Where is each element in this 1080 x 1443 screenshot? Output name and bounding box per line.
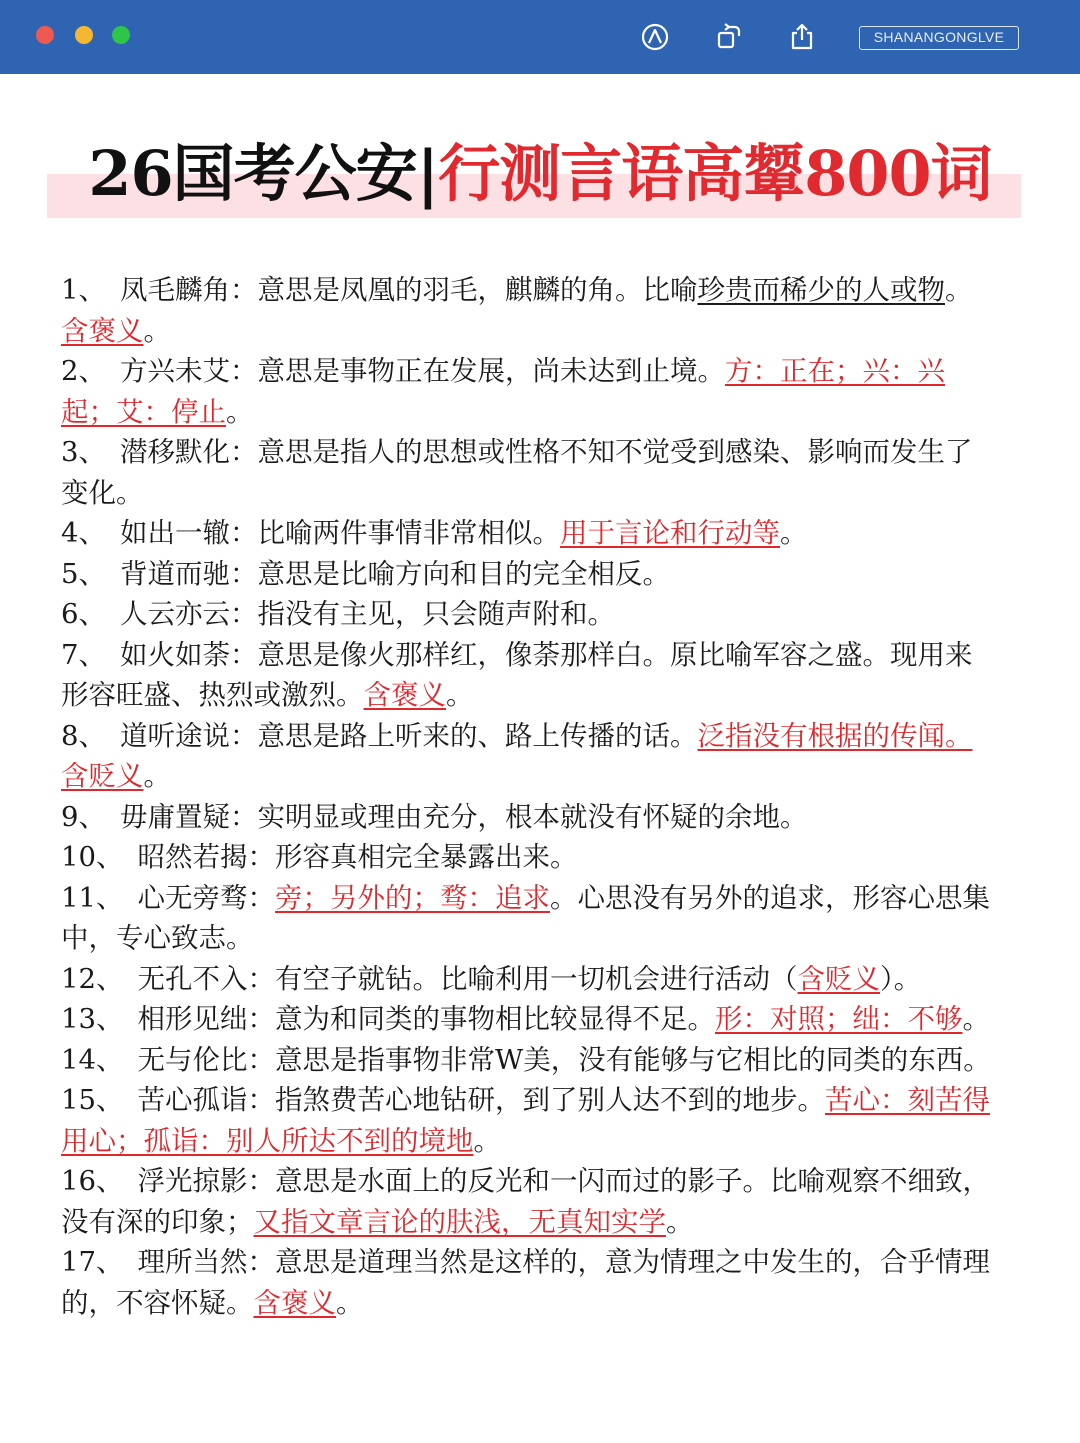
entry-term: 无孔不入： — [137, 962, 275, 995]
entry-term: 道听途说： — [120, 719, 258, 752]
entry-number: 1、 — [61, 274, 106, 306]
entry-term: 相形见绌： — [137, 1003, 275, 1035]
entry-number: 15、 — [61, 1084, 124, 1116]
entry-highlight-note: 又指文章言论的肤浅，无真知实学 — [253, 1205, 666, 1238]
entry-term: 昭然若揭： — [137, 841, 275, 873]
entry-ending: 。 — [666, 1205, 694, 1238]
entry-definition: 意思是凤凰的羽毛，麒麟的角。比喻 — [257, 274, 698, 306]
entry-highlight-note: 含褒义 — [253, 1286, 336, 1319]
entry-ending: 。 — [226, 395, 254, 428]
entry-term: 毋庸置疑： — [120, 800, 258, 833]
rotate-icon[interactable] — [714, 22, 744, 52]
entry-number: 6、 — [61, 598, 106, 630]
entry-definition: 意思是道理当然是这样的，意为情理之中发生的，合乎情理的，不容怀疑。 — [61, 1246, 990, 1319]
entry-highlight-note: 形：对照；绌：不够 — [715, 1003, 963, 1035]
entry-term: 如出一辙： — [120, 517, 258, 549]
list-item — [61, 837, 996, 878]
entry-number: 8、 — [61, 719, 106, 752]
entry-term: 心无旁骛： — [137, 881, 275, 914]
list-item — [61, 999, 996, 1040]
entry-highlight-note: 方：正在；兴：兴起；艾：停止 — [61, 355, 945, 428]
entry-definition: 意思是比喻方向和目的完全相反。 — [257, 557, 670, 590]
entry-number: 9、 — [61, 800, 106, 833]
list-item — [61, 1161, 996, 1242]
list-item — [61, 635, 996, 716]
entry-highlight-note: 含褒义 — [363, 679, 446, 711]
list-item — [61, 878, 996, 959]
list-item — [61, 797, 996, 838]
list-item — [61, 1242, 996, 1323]
entry-number: 4、 — [61, 517, 106, 549]
list-item — [61, 716, 996, 797]
entry-ending: 。 — [143, 314, 171, 347]
entry-number: 17、 — [61, 1246, 124, 1278]
window-titlebar — [0, 0, 1080, 74]
minimize-window-button[interactable] — [75, 26, 93, 44]
entry-highlight-note: 旁；另外的；骛：追求 — [275, 881, 550, 914]
entry-ending: 。 — [473, 1124, 501, 1157]
entry-definition: 意思是指事物非常W美，没有能够与它相比的同类的东西。 — [275, 1043, 991, 1076]
entry-number: 3、 — [61, 436, 106, 468]
title-part-1: 26国考公安 — [88, 137, 417, 210]
entry-number: 7、 — [61, 638, 106, 671]
entry-definition: 意思是指人的思想或性格不知不觉受到感染、影响而发生了变化。 — [61, 436, 973, 509]
entry-definition: 实明显或理由充分，根本就没有怀疑的余地。 — [257, 800, 808, 833]
entry-term: 理所当然： — [137, 1246, 275, 1278]
entry-number: 5、 — [61, 557, 106, 590]
entry-highlight-note: 泛指没有根据的传闻。含贬义 — [61, 719, 973, 792]
entry-number: 10、 — [61, 841, 124, 873]
title-separator: | — [416, 137, 439, 210]
list-item — [61, 432, 996, 513]
entry-highlight-note: 苦心：刻苦得用心；孤诣：别人所达不到的境地 — [61, 1084, 990, 1157]
entry-ending: 。 — [780, 517, 808, 549]
entry-term: 人云亦云： — [120, 598, 258, 630]
maximize-window-button[interactable] — [112, 26, 130, 44]
list-item — [61, 513, 996, 554]
page-title — [0, 132, 1080, 222]
entry-term: 方兴未艾： — [120, 355, 258, 387]
entry-number: 14、 — [61, 1043, 124, 1076]
entry-highlight-note: 含贬义 — [797, 962, 880, 995]
list-item — [61, 594, 996, 635]
markup-icon[interactable] — [640, 22, 670, 52]
entry-ending: 。 — [446, 679, 474, 711]
entry-punctuation: 。 — [945, 274, 973, 306]
entry-definition: 意思是像火那样红，像荼那样白。原比喻军容之盛。现用来形容旺盛、热烈或激烈。 — [61, 638, 973, 711]
list-item — [61, 959, 996, 1000]
entry-ending: ）。 — [880, 962, 922, 995]
entry-ending: 。 — [143, 760, 171, 792]
entry-underlined-text: 珍贵而稀少的人或物 — [697, 274, 945, 306]
entry-term: 凤毛麟角： — [120, 274, 258, 306]
entry-number: 12、 — [61, 962, 124, 995]
entry-number: 11、 — [61, 881, 124, 914]
list-item — [61, 1040, 996, 1081]
entry-definition: 指煞费苦心地钻研，到了别人达不到的地步。 — [275, 1084, 825, 1116]
vocabulary-list — [61, 270, 996, 1323]
entry-definition: 意思是路上听来的、路上传播的话。 — [257, 719, 698, 752]
entry-definition: 意为和同类的事物相比较显得不足。 — [275, 1003, 715, 1035]
entry-term: 如火如荼： — [120, 638, 258, 671]
entry-ending: 。 — [336, 1286, 364, 1319]
entry-term: 浮光掠影： — [137, 1165, 275, 1197]
entry-term: 无与伦比： — [137, 1043, 275, 1076]
title-part-2: 行测言语高颦800词 — [438, 137, 992, 210]
list-item — [61, 554, 996, 595]
close-window-button[interactable] — [36, 26, 54, 44]
list-item — [61, 1080, 996, 1161]
list-item — [61, 351, 996, 432]
entry-ending: 。心思没有另外的追求，形容心思集中，专心致志。 — [61, 881, 990, 954]
entry-term: 背道而驰： — [120, 557, 258, 590]
entry-definition: 指没有主见，只会随声附和。 — [257, 598, 615, 630]
entry-highlight-note: 用于言论和行动等 — [560, 517, 780, 549]
entry-definition: 意思是事物正在发展，尚未达到止境。 — [257, 355, 725, 387]
entry-term: 潜移默化： — [120, 436, 258, 468]
entry-ending: 。 — [962, 1003, 990, 1035]
share-icon[interactable] — [787, 22, 817, 52]
entry-definition: 意思是水面上的反光和一闪而过的影子。比喻观察不细致，没有深的印象； — [61, 1165, 990, 1238]
entry-number: 16、 — [61, 1165, 124, 1197]
entry-number: 2、 — [61, 355, 106, 387]
entry-term: 苦心孤诣： — [137, 1084, 275, 1116]
entry-number: 13、 — [61, 1003, 124, 1035]
brand-watermark-label: SHANANGONGLVE — [859, 26, 1019, 50]
list-item — [61, 270, 996, 351]
entry-highlight-note: 含褒义 — [61, 314, 144, 347]
entry-definition: 有空子就钻。比喻利用一切机会进行活动（ — [275, 962, 798, 995]
entry-definition: 形容真相完全暴露出来。 — [275, 841, 578, 873]
entry-definition: 比喻两件事情非常相似。 — [257, 517, 560, 549]
